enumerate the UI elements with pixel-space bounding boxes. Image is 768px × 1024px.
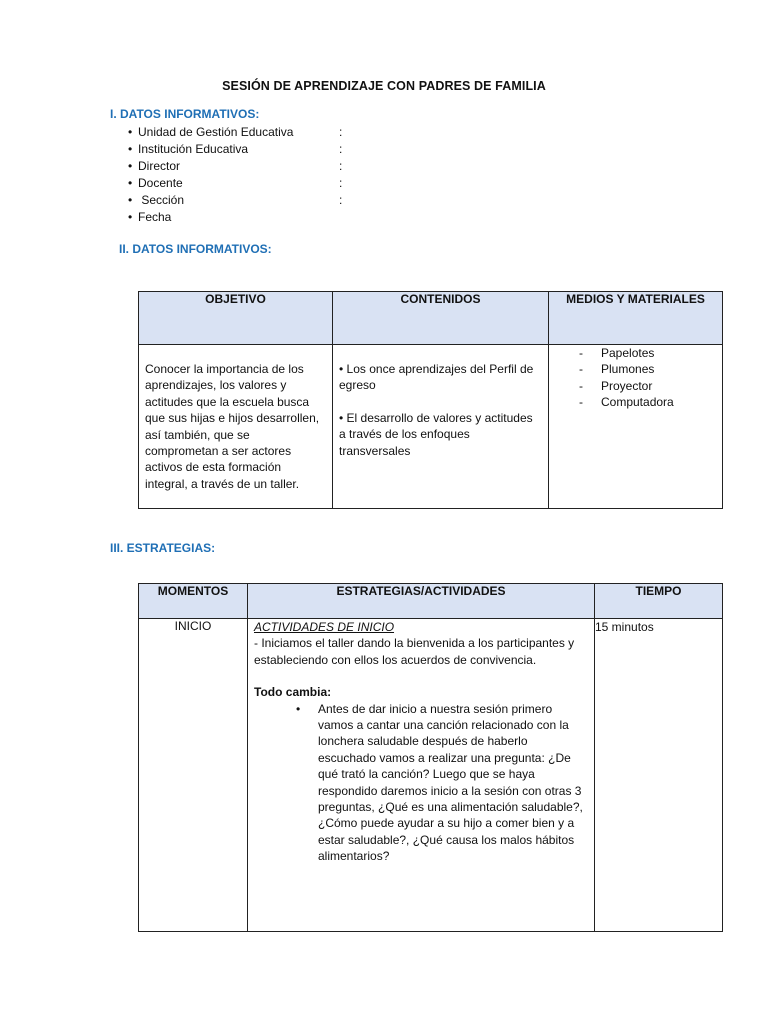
bullet-icon: • bbox=[128, 210, 133, 224]
info-colon: : bbox=[339, 125, 343, 139]
info-label: Sección bbox=[138, 193, 185, 207]
list-item bbox=[296, 701, 588, 865]
contenido-item: • Los once aprendizajes del Perfil de egreso bbox=[339, 362, 534, 393]
header-estrategias: ESTRATEGIAS/ACTIVIDADES bbox=[248, 584, 595, 619]
info-label: Fecha bbox=[138, 210, 172, 224]
bullet-text: Antes de dar inicio a nuestra sesión primero vamos a cantar una canción relacionado con la lonchera saludable después de haberlo escuchado vamos a realizar una pregunta: ¿De qué trató la canción? Luego que se haya respondido daremos inicio a la sesión con otras 3 preguntas, ¿Qué es una alimentación saludable?, ¿Cómo puede ayudar a su hijo a comer bien y a estar saludable?, ¿Qué causa los malos hábitos alimentarios? bbox=[318, 701, 583, 864]
contenido-item: • El desarrollo de valores y actitudes a través de los enfoques transversales bbox=[339, 410, 533, 458]
dash-marker: - bbox=[579, 346, 583, 360]
info-label: Docente bbox=[138, 176, 183, 190]
objetivo-cell bbox=[139, 345, 333, 509]
info-label: Director bbox=[138, 159, 181, 173]
info-row-docente bbox=[128, 175, 343, 192]
dash-marker: - bbox=[579, 395, 583, 410]
dash-marker: - bbox=[579, 362, 583, 377]
material-label: Plumones bbox=[601, 362, 655, 377]
header-medios-materiales: MEDIOS Y MATERIALES bbox=[549, 292, 723, 345]
table-header-row bbox=[139, 292, 723, 345]
material-item bbox=[549, 345, 722, 361]
header-objetivo: OBJETIVO bbox=[139, 292, 333, 345]
info-row-institucion bbox=[128, 141, 343, 158]
section-heading-datos-informativos-2: II. DATOS INFORMATIVOS: bbox=[119, 242, 272, 256]
actividades-cell bbox=[248, 619, 595, 932]
material-item bbox=[549, 361, 722, 377]
dash-marker: - bbox=[579, 378, 583, 393]
activity-bullets bbox=[254, 701, 588, 865]
page-title: SESIÓN DE APRENDIZAJE CON PADRES DE FAMILIA bbox=[222, 79, 546, 93]
table-row bbox=[139, 345, 723, 509]
tiempo-cell: 15 minutos bbox=[595, 619, 723, 932]
contenidos-cell bbox=[333, 345, 549, 509]
material-label: Proyector bbox=[601, 378, 653, 393]
header-tiempo: TIEMPO bbox=[595, 584, 723, 619]
info-colon: : bbox=[339, 142, 343, 156]
header-momentos: MOMENTOS bbox=[139, 584, 248, 619]
section-heading-datos-informativos: I. DATOS INFORMATIVOS: bbox=[110, 107, 260, 121]
info-list bbox=[128, 124, 343, 226]
bullet-icon: • bbox=[128, 125, 133, 139]
materiales-list bbox=[549, 345, 722, 411]
bullet-icon: • bbox=[128, 142, 133, 156]
material-item bbox=[549, 394, 722, 410]
activity-subheading: Todo cambia: bbox=[254, 685, 332, 700]
activity-intro: - Iniciamos el taller dando la bienvenida a los participantes y estableciendo con ellos los acuerdos de convivencia. bbox=[254, 636, 575, 667]
info-row-seccion bbox=[128, 192, 343, 209]
info-row-ugel bbox=[128, 124, 343, 141]
bullet-icon: • bbox=[128, 176, 133, 190]
info-label: Institución Educativa bbox=[138, 142, 249, 156]
info-colon: : bbox=[339, 159, 343, 173]
info-colon: : bbox=[339, 193, 343, 207]
material-label: Computadora bbox=[601, 395, 674, 410]
activity-title: ACTIVIDADES DE INICIO bbox=[254, 620, 395, 634]
momento-cell: INICIO bbox=[139, 619, 248, 932]
info-row-fecha bbox=[128, 209, 293, 226]
materiales-cell bbox=[549, 345, 723, 509]
info-label: Unidad de Gestión Educativa bbox=[138, 125, 294, 139]
objetivos-table bbox=[138, 291, 723, 509]
bullet-icon: • bbox=[296, 701, 301, 716]
table-row bbox=[139, 619, 723, 932]
material-item bbox=[549, 378, 722, 394]
bullet-icon: • bbox=[128, 159, 133, 173]
info-row-director bbox=[128, 158, 343, 175]
estrategias-table bbox=[138, 583, 723, 932]
table-header-row bbox=[139, 584, 723, 619]
bullet-icon: • bbox=[128, 193, 133, 207]
material-label: Papelotes bbox=[601, 346, 655, 360]
info-colon: : bbox=[339, 176, 343, 190]
objetivo-text: Conocer la importancia de los aprendizajes, los valores y actitudes que la escuela busca que sus hijas e hijos desarrollen, así también, que se comprometan a ser actores activos de esta formación integral, a través de un taller. bbox=[145, 362, 320, 491]
section-heading-estrategias: III. ESTRATEGIAS: bbox=[110, 541, 216, 555]
header-contenidos: CONTENIDOS bbox=[333, 292, 549, 345]
